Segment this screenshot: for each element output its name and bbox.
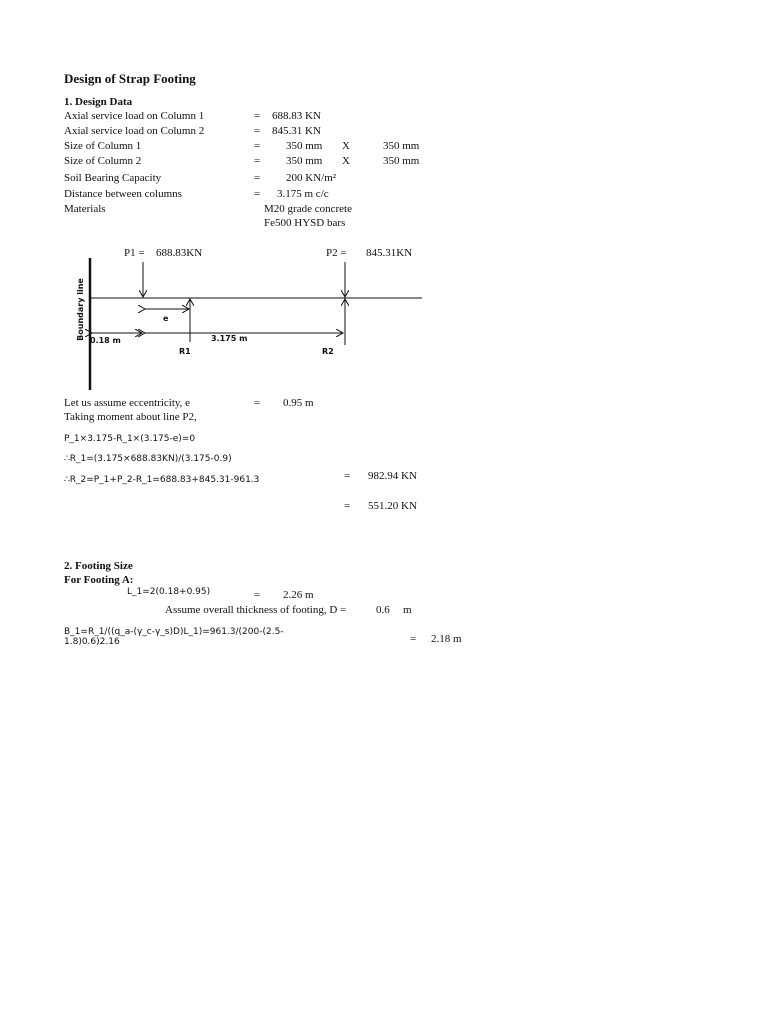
value-concrete: M20 grade concrete (264, 203, 352, 215)
boundary-line-label: Boundary line (75, 278, 85, 341)
p1-value: 688.83KN (156, 247, 203, 259)
eccentricity-label: e (163, 314, 169, 323)
equation-r1: ∴R_1=(3.175×688.83KN)/(3.175-0.9) (64, 454, 232, 464)
equals-sign: = (254, 125, 261, 137)
value-load-col1: 688.83 KN (272, 110, 321, 122)
r1-value: 982.94 KN (368, 470, 417, 482)
value-distance: 3.175 m c/c (277, 188, 329, 200)
section-heading-footing-size: 2. Footing Size (64, 560, 133, 572)
equals-sign: = (254, 188, 261, 200)
p2-value: 845.31KN (366, 247, 413, 259)
thickness-unit: m (403, 604, 412, 616)
value-size-col1-b: 350 mm (383, 140, 420, 152)
dim-0-18-label: 0.18 m (90, 336, 121, 345)
footing-a-heading: For Footing A: (64, 574, 134, 586)
equals-sign: = (254, 397, 261, 409)
l1-value: 2.26 m (283, 589, 314, 601)
equals-sign: = (344, 470, 351, 482)
eccentricity-value: 0.95 m (283, 397, 314, 409)
label-distance: Distance between columns (64, 188, 182, 200)
equation-b1-line1: B_1=R_1/((q_a-(γ_c-γ_s)D)L_1)=961.3/(200-(2.5- (64, 627, 284, 637)
p1-label: P1 = (124, 247, 145, 259)
equals-sign: = (254, 172, 261, 184)
moment-text: Taking moment about line P2, (64, 411, 197, 423)
label-load-col2: Axial service load on Column 2 (64, 125, 205, 137)
eccentricity-assume-label: Let us assume eccentricity, e (64, 397, 191, 409)
equation-r2: ∴R_2=P_1+P_2-R_1=688.83+845.31-961.3 (64, 475, 260, 485)
page-title: Design of Strap Footing (64, 71, 196, 86)
value-steel: Fe500 HYSD bars (264, 217, 346, 229)
thickness-assume-label: Assume overall thickness of footing, D = (165, 604, 347, 616)
equals-sign: = (254, 155, 261, 167)
b1-value: 2.18 m (431, 633, 462, 645)
value-size-col2-b: 350 mm (383, 155, 420, 167)
r2-label: R2 (322, 347, 334, 356)
r1-label: R1 (179, 347, 191, 356)
times-x: X (342, 155, 350, 167)
p2-label: P2 = (326, 247, 347, 259)
label-sbc: Soil Bearing Capacity (64, 172, 162, 184)
r2-value: 551.20 KN (368, 500, 417, 512)
section-heading-design-data: 1. Design Data (64, 96, 133, 108)
label-size-col2: Size of Column 2 (64, 155, 142, 167)
equation-moment: P_1×3.175-R_1×(3.175-e)=0 (64, 434, 196, 444)
label-load-col1: Axial service load on Column 1 (64, 110, 205, 122)
equation-l1: L_1=2(0.18+0.95) (127, 587, 211, 597)
equation-b1-line2: 1.8)0.6)2.16 (64, 637, 120, 647)
value-sbc: 200 KN/m² (286, 172, 337, 184)
equals-sign: = (254, 140, 261, 152)
times-x: X (342, 140, 350, 152)
thickness-value: 0.6 (376, 604, 390, 616)
label-size-col1: Size of Column 1 (64, 140, 142, 152)
value-size-col2-a: 350 mm (286, 155, 323, 167)
value-load-col2: 845.31 KN (272, 125, 321, 137)
equals-sign: = (344, 500, 351, 512)
label-materials: Materials (64, 203, 106, 215)
equals-sign: = (410, 633, 417, 645)
equals-sign: = (254, 110, 261, 122)
equals-sign: = (254, 589, 261, 601)
dim-3-175-label: 3.175 m (211, 334, 248, 343)
value-size-col1-a: 350 mm (286, 140, 323, 152)
